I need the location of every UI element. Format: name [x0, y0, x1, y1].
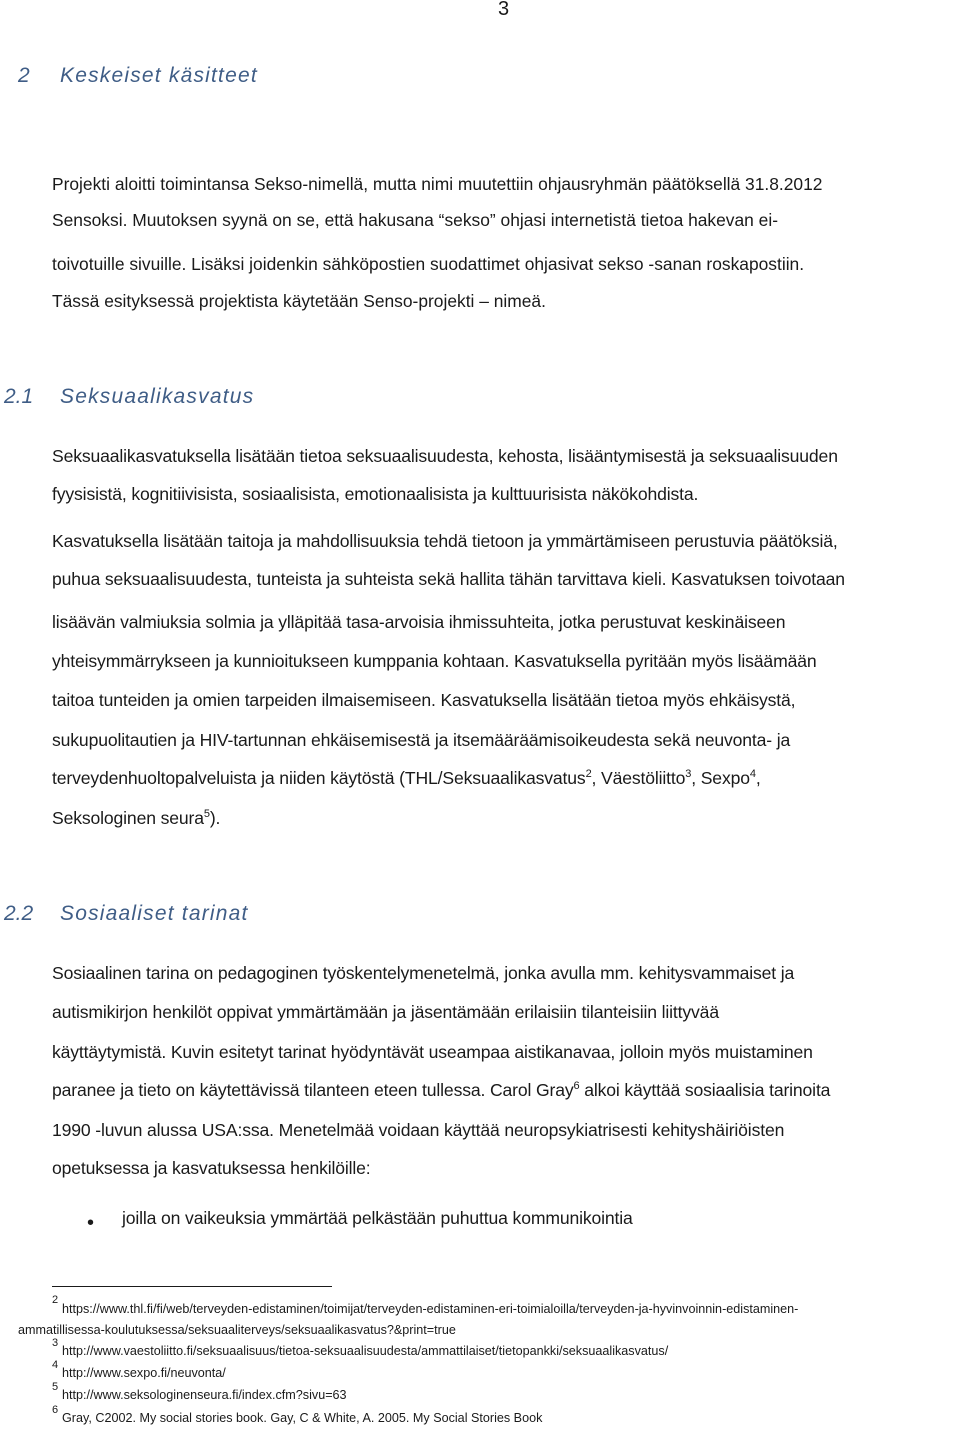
section-2-1-line-1: Seksuaalikasvatuksella lisätään tietoa seksuaalisuudesta, kehosta, lisääntymisestä ja seksuaalisuuden — [52, 446, 838, 466]
bullet-icon: • — [87, 1212, 95, 1234]
footnote-5-text: http://www.seksologinenseura.fi/index.cfm?sivu=63 — [62, 1388, 347, 1402]
section-2-line-4: Tässä esityksessä projektista käytetään Senso-projekti – nimeä. — [52, 291, 546, 311]
section-2-2-line-4 — [52, 1080, 830, 1101]
footnote-ref-2: 2 — [585, 768, 592, 780]
section-2-2-line-3: käyttäytymistä. Kuvin esitetyt tarinat hyödyntävät useampaa aistikanavaa, jolloin myös muistaminen — [52, 1042, 813, 1062]
section-2-2-line-2: autismikirjon henkilöt oppivat ymmärtämään ja jäsentämään erilaisiin tilanteisiin liittyvää — [52, 1002, 719, 1022]
footnote-6-number: 6 — [52, 1404, 59, 1416]
section-2-2-heading: Sosiaaliset tarinat — [60, 902, 249, 925]
section-2-1-line-9 — [52, 768, 761, 789]
section-2-line-2: Sensoksi. Muutoksen syynä on se, että hakusana “sekso” ohjasi internetistä tietoa hakevan ei- — [52, 210, 778, 230]
section-2-1-heading: Seksuaalikasvatus — [60, 385, 255, 408]
line-9-text-b: , Väestöliitto — [591, 768, 686, 788]
section-2-heading: Keskeiset käsitteet — [60, 64, 258, 87]
section-2-2-line-6: opetuksessa ja kasvatuksessa henkilöille: — [52, 1158, 371, 1178]
section-2-1-line-7: taitoa tunteiden ja omien tarpeiden ilmaisemiseen. Kasvatuksella lisätään tietoa myös ehkäisystä, — [52, 690, 796, 710]
footnote-4-number: 4 — [52, 1359, 59, 1371]
page-number: 3 — [498, 0, 510, 20]
footnote-ref-4: 4 — [749, 768, 756, 780]
section-2-number: 2 — [18, 64, 30, 87]
footnote-3-number: 3 — [52, 1337, 59, 1349]
footnote-5-number: 5 — [52, 1381, 59, 1393]
section-2-2-line-5: 1990 -luvun alussa USA:ssa. Menetelmää voidaan käyttää neuropsykiatrisesti kehityshäiriöisten — [52, 1120, 785, 1140]
section-2-1-line-6: yhteisymmärrykseen ja kunnioitukseen kumppania kohtaan. Kasvatuksella pyritään myös lisäämään — [52, 651, 817, 671]
section-2-1-line-2: fyysisistä, kognitiivisista, sosiaalisista, emotionaalisista ja kulttuurisista näkökohdista. — [52, 484, 699, 504]
footnote-separator — [52, 1286, 332, 1287]
footnote-2-line-2: ammatillisessa-koulutuksessa/seksuaaliterveys/seksuaalikasvatus?&print=true — [18, 1323, 456, 1337]
section-2-1-line-4: puhua seksuaalisuudesta, tunteista ja suhteista sekä hallita tähän tarvittava kieli. Kasvatuksen toivotaan — [52, 569, 845, 589]
section-2-1-number: 2.1 — [4, 385, 34, 408]
footnote-ref-6: 6 — [573, 1080, 580, 1092]
footnote-2-line-1: https://www.thl.fi/fi/web/terveyden-edistaminen/toimijat/terveyden-edistaminen-eri-toimialoilla/terveyden-ja-hyvinvoinnin-edistaminen- — [62, 1302, 799, 1316]
section-2-1-line-3: Kasvatuksella lisätään taitoja ja mahdollisuuksia tehdä tietoon ja ymmärtämiseen perustuvia päätöksiä, — [52, 531, 838, 551]
line-4-text-a: paranee ja tieto on käytettävissä tilanteen eteen tullessa. Carol Gray — [52, 1080, 574, 1100]
line-9-text-c: , Sexpo — [691, 768, 750, 788]
footnote-3-text: http://www.vaestoliitto.fi/seksuaalisuus/tietoa-seksuaalisuudesta/ammattilaiset/tietopankki/seksuaalikasvatus/ — [62, 1344, 669, 1358]
footnote-6-text: Gray, C2002. My social stories book. Gay, C & White, A. 2005. My Social Stories Book — [62, 1411, 543, 1425]
footnote-ref-5: 5 — [203, 808, 210, 820]
section-2-1-line-10 — [52, 808, 220, 829]
section-2-line-3: toivotuille sivuille. Lisäksi joidenkin sähköpostien suodattimet ohjasivat sekso -sanan roskapostiin. — [52, 254, 805, 274]
line-9-text-d: , — [755, 768, 761, 788]
section-2-1-line-5: lisäävän valmiuksia solmia ja ylläpitää tasa-arvoisia ihmissuhteita, jotka perustuvat keskinäiseen — [52, 612, 786, 632]
footnote-4-text: http://www.sexpo.fi/neuvonta/ — [62, 1366, 226, 1380]
footnote-ref-3: 3 — [685, 768, 692, 780]
footnote-2-number: 2 — [52, 1294, 59, 1306]
bullet-item: joilla on vaikeuksia ymmärtää pelkästään puhuttua kommunikointia — [122, 1208, 633, 1228]
line-9-text-a: terveydenhuoltopalveluista ja niiden käytöstä (THL/Seksuaalikasvatus — [52, 768, 586, 788]
section-2-1-line-8: sukupuolitautien ja HIV-tartunnan ehkäisemisestä ja itsemääräämisoikeudesta sekä neuvonta- ja — [52, 730, 791, 750]
line-10-text-a: Seksologinen seura — [52, 808, 204, 828]
line-10-text-b: ). — [209, 808, 221, 828]
section-2-2-number: 2.2 — [4, 902, 34, 925]
section-2-line-1: Projekti aloitti toimintansa Sekso-nimellä, mutta nimi muutettiin ohjausryhmän päätöksellä 31.8.2012 — [52, 174, 823, 194]
line-4-text-b: alkoi käyttää sosiaalisia tarinoita — [579, 1080, 831, 1100]
section-2-2-line-1: Sosiaalinen tarina on pedagoginen työskentelymenetelmä, jonka avulla mm. kehitysvammaiset ja — [52, 963, 795, 983]
